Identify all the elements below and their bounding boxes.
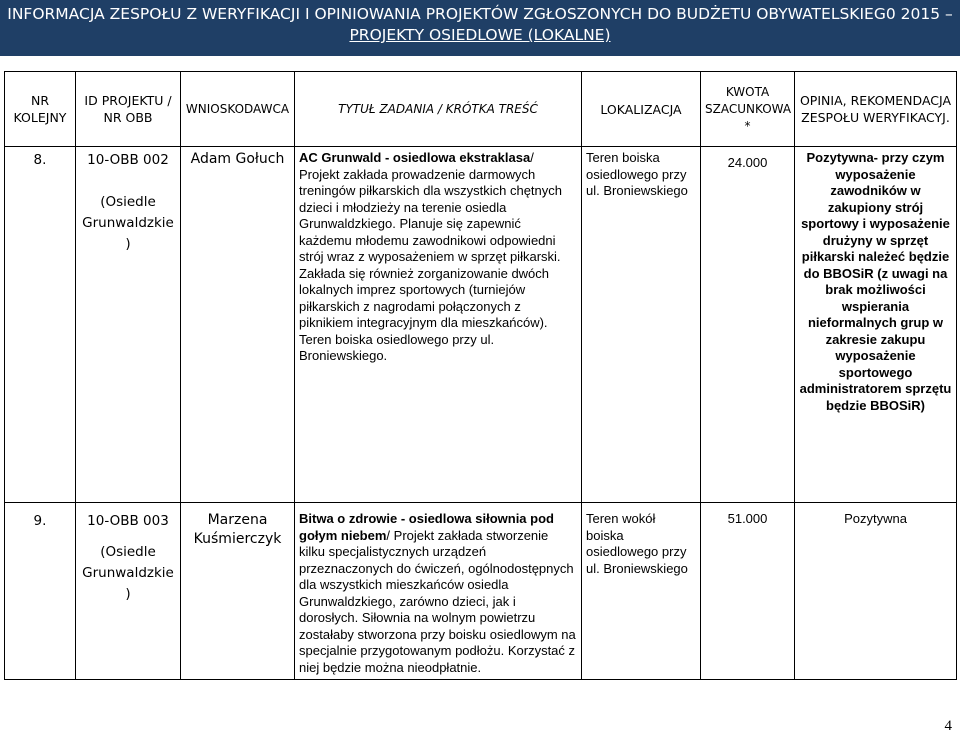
amount: 24.000: [701, 147, 795, 503]
project-id-cell: [76, 147, 181, 503]
table-row: [5, 503, 957, 680]
amount: 51.000: [701, 503, 795, 680]
opinion: Pozytywna: [795, 503, 957, 680]
project-description: / Projekt zakłada stworzenie kilku specjalistycznych urządzeń przeznaczonych do ćwiczeń, ogólnodostępnych dla wszystkich mieszkańców osiedla Grunwaldzkiego, zarówno dzieci, jak i dorosłych. Siłownia na wolnym powietrzu zostałaby stworzona przy boisku osiedlowym na specjalnie przygotowanym podłożu. Korzystać z niej będzie można nieodpłatnie.: [299, 527, 576, 675]
applicant: Adam Gołuch: [181, 147, 295, 503]
project-title: Bitwa o zdrowie - osiedlowa siłownia pod gołym niebem: [299, 511, 554, 543]
column-header-id: ID PROJEKTU / NR OBB: [76, 72, 181, 147]
column-header-location: LOKALIZACJA: [582, 72, 701, 147]
location: Teren boiska osiedlowego przy ul. Broniewskiego: [582, 147, 701, 503]
column-header-nr: NR KOLEJNY: [5, 72, 76, 147]
project-id-cell: [76, 503, 181, 680]
table-header-row: [5, 72, 957, 147]
row-number: 8.: [5, 147, 76, 503]
row-number: 9.: [5, 503, 76, 680]
project-area: (Osiedle Grunwaldzkie ): [82, 544, 174, 602]
column-header-opinion: OPINIA, REKOMENDACJA ZESPOŁU WERYFIKACYJ.: [795, 72, 957, 147]
page-header: [0, 0, 960, 56]
column-header-title: TYTUŁ ZADANIA / KRÓTKA TREŚĆ: [295, 72, 582, 147]
project-title-cell: [295, 503, 582, 680]
project-area: (Osiedle Grunwaldzkie ): [82, 194, 174, 252]
table-row: [5, 147, 957, 503]
project-description: / Projekt zakłada prowadzenie darmowych treningów piłkarskich dla wszystkich chętnych dzieci i młodzieży na terenie osiedla Grunwaldzkiego. Planuje się zapewnić każdemu młodemu zawodnikowi odpowiedni strój wraz z wyposażeniem w sprzęt piłkarski. Zakłada się również zorganizowanie dwóch lokalnych imprez sportowych (turniejów piłkarskich z nagrodami połączonych z piknikiem integracyjnym dla mieszkańców). Teren boiska osiedlowego przy ul. Broniewskiego.: [299, 150, 562, 363]
project-title: AC Grunwald - osiedlowa ekstraklasa: [299, 150, 531, 165]
page-number: 4: [944, 718, 952, 734]
project-title-cell: [295, 147, 582, 503]
location: Teren wokół boiska osiedlowego przy ul. Broniewskiego: [582, 503, 701, 680]
project-id: 10-OBB 003: [87, 513, 169, 529]
applicant: Marzena Kuśmierczyk: [181, 503, 295, 680]
opinion: Pozytywna- przy czym wyposażenie zawodników w zakupiony strój sportowy i wyposażenie drużyny w sprzęt piłkarski należeć będzie do BBOSiR (z uwagi na brak możliwości wspierania nieformalnych grup w zakresie zakupu wyposażenie sportowego administratorem sprzętu będzie BBOSiR): [795, 147, 957, 503]
project-id: 10-OBB 002: [87, 152, 169, 168]
header-title: INFORMACJA ZESPOŁU Z WERYFIKACJI I OPINIOWANIA PROJEKTÓW ZGŁOSZONYCH DO BUDŻETU OBYWATELSKIEG0 2015 –: [7, 5, 953, 23]
projects-table: [4, 71, 957, 680]
column-header-amount: KWOTA SZACUNKOWA *: [701, 72, 795, 147]
column-header-applicant: WNIOSKODAWCA: [181, 72, 295, 147]
header-subtitle: PROJEKTY OSIEDLOWE (LOKALNE): [349, 26, 611, 44]
